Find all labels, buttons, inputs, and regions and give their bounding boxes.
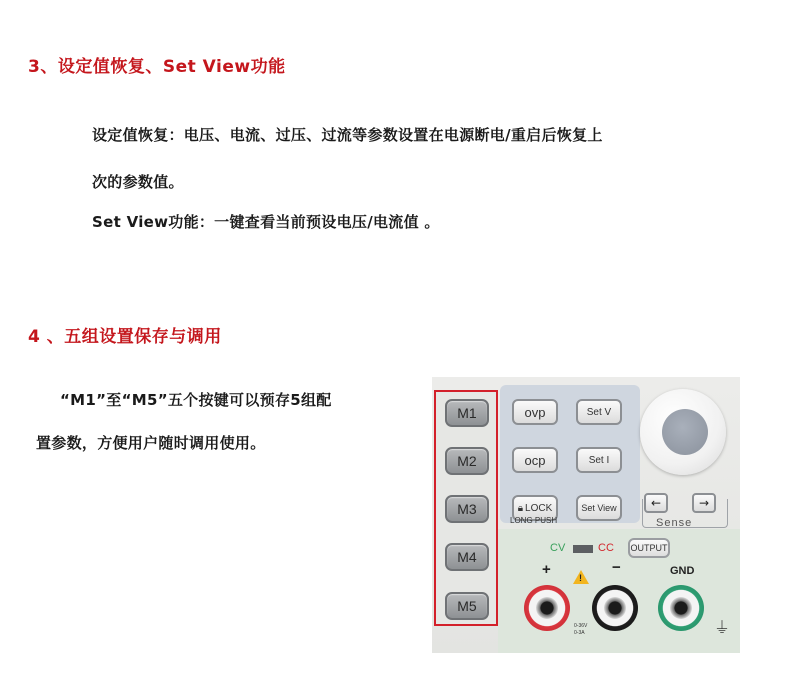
plus-sign: +: [542, 561, 551, 578]
cv-cc-led: [573, 545, 593, 553]
function-keypad: [500, 385, 640, 523]
rotary-knob: [640, 389, 726, 475]
right-arrow-icon: →: [692, 493, 716, 513]
section-3-heading: 3、设定值恢复、Set View功能: [28, 57, 286, 77]
spec-current: 0-3A: [574, 630, 585, 636]
minus-terminal: [592, 585, 638, 631]
spec-voltage: 0-36V: [574, 623, 588, 629]
lock-icon: 🔒︎: [517, 502, 524, 514]
long-push-label: LONG PUSH: [510, 516, 558, 525]
m5-button: M5: [445, 592, 489, 620]
cc-indicator-label: CC: [598, 542, 614, 554]
section-4-line-2: 置参数，方便用户随时调用使用。: [36, 434, 266, 452]
set-v-key: Set V: [576, 399, 622, 425]
lock-key-label: LOCK: [525, 502, 553, 514]
ocp-key: ocp: [512, 447, 558, 473]
output-button: OUTPUT: [628, 538, 670, 558]
section-3-line-1: 设定值恢复：电压、电流、过压、过流等参数设置在电源断电/重启后恢复上: [92, 126, 603, 144]
power-supply-panel-image: [432, 377, 740, 653]
m1-button: M1: [445, 399, 489, 427]
left-arrow-icon: ←: [644, 493, 668, 513]
warning-mark: !: [579, 573, 582, 583]
gnd-terminal: [658, 585, 704, 631]
set-view-key: Set View: [576, 495, 622, 521]
plus-terminal: [524, 585, 570, 631]
section-3-line-2: 次的参数值。: [92, 173, 184, 191]
m4-button: M4: [445, 543, 489, 571]
output-spec: [574, 623, 587, 637]
memory-buttons-highlight: [434, 390, 498, 626]
sense-label: Sense: [656, 517, 693, 529]
ground-icon: ⏚: [714, 618, 731, 637]
section-3-line-3: Set View功能：一键查看当前预设电压/电流值 。: [92, 213, 440, 231]
section-4-line-1: “M1”至“M5”五个按键可以预存5组配: [60, 391, 332, 409]
m3-button: M3: [445, 495, 489, 523]
knob-center: [662, 409, 708, 455]
minus-sign: −: [612, 559, 621, 576]
section-4-heading: 4 、五组设置保存与调用: [28, 327, 222, 347]
ovp-key: ovp: [512, 399, 558, 425]
m2-button: M2: [445, 447, 489, 475]
cv-indicator-label: CV: [550, 542, 566, 554]
gnd-label: GND: [670, 565, 695, 577]
set-i-key: Set I: [576, 447, 622, 473]
